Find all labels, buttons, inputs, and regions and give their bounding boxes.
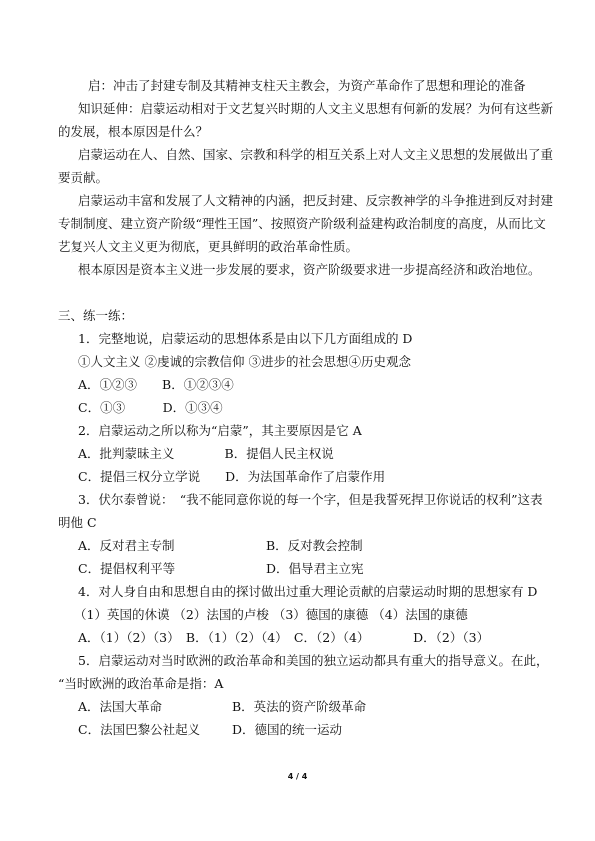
paragraph3: 根本原因是资本主义进一步发展的要求，资产阶级要求进一步提高经济和政治地位。 bbox=[78, 262, 541, 277]
question-2-options-ab: A．批判蒙昧主义 B．提倡人民主权说 bbox=[78, 446, 334, 461]
paragraph1-line1: 启蒙运动在人、自然、国家、宗教和科学的相互关系上对人文主义思想的发展做出了重 bbox=[78, 147, 554, 162]
page-number: 4 / 4 bbox=[287, 772, 308, 781]
question-5-stem-line2: “当时欧洲的政治革命是指：A bbox=[58, 676, 224, 691]
paragraph2-line2: 专制制度、建立资产阶级“理性王国”、按照资产阶级利益建构政治制度的高度，从而比文 bbox=[58, 216, 546, 231]
paragraph1-line2: 要贡献。 bbox=[58, 170, 109, 185]
question-1-items: ①人文主义 ②虔诚的宗教信仰 ③进步的社会思想④历史观念 bbox=[78, 354, 411, 369]
question-5-option-c: C．法国巴黎公社起义 bbox=[78, 722, 201, 737]
extension-question-line1: 知识延伸：启蒙运动相对于文艺复兴时期的人文主义思想有何新的发展？为何有这些新 bbox=[78, 101, 554, 116]
extension-question-line2: 的发展，根本原因是什么？ bbox=[58, 124, 209, 139]
question-3-option-a: A．反对君主专制 bbox=[78, 538, 175, 553]
question-3-option-d: D．倡导君主立宪 bbox=[266, 561, 364, 576]
question-4-items: （1）英国的休谟 （2）法国的卢梭 （3）德国的康德 （4）法国的康德 bbox=[74, 607, 468, 622]
question-1-options-cd: C．①③ D．①③④ bbox=[78, 400, 223, 415]
question-1-options-ab: A．①②③ B．①②③④ bbox=[78, 377, 234, 392]
paragraph2-line1: 启蒙运动丰富和发展了人文精神的内涵，把反封建、反宗教神学的斗争推进到反对封建 bbox=[78, 193, 554, 208]
answer-line: 启：冲击了封建专制及其精神支柱天主教会，为资产革命作了思想和理论的准备 bbox=[88, 78, 526, 93]
question-3-option-b: B．反对教会控制 bbox=[266, 538, 363, 553]
question-5-option-d: D．德国的统一运动 bbox=[232, 722, 343, 737]
question-3-stem-line1: 3．伏尔泰曾说： “我不能同意你说的每一个字，但是我誓死捍卫你说话的权利”这表 bbox=[78, 492, 543, 507]
question-3-option-c: C．提倡权利平等 bbox=[78, 561, 176, 576]
section-heading: 三、练一练： bbox=[58, 308, 134, 323]
question-4-options: A．（1）（2）（3） B．（1）（2）（4） C．（2）（4） D．（2）（3） bbox=[78, 630, 490, 645]
question-1-stem: 1．完整地说，启蒙运动的思想体系是由以下几方面组成的 D bbox=[78, 331, 413, 346]
question-5-stem-line1: 5．启蒙运动对当时欧洲的政治革命和美国的独立运动都具有重大的指导意义。在此， bbox=[78, 653, 549, 668]
question-4-stem: 4．对人身自由和思想自由的探讨做出过重大理论贡献的启蒙运动时期的思想家有 D bbox=[78, 584, 538, 599]
question-2-stem: 2．启蒙运动之所以称为“启蒙”，其主要原因是它 A bbox=[78, 423, 362, 438]
question-5-option-a: A．法国大革命 bbox=[78, 699, 163, 714]
question-3-stem-line2: 明他 C bbox=[58, 515, 97, 530]
question-5-option-b: B．英法的资产阶级革命 bbox=[232, 699, 367, 714]
paragraph2-line3: 艺复兴人文主义更为彻底，更具鲜明的政治革命性质。 bbox=[58, 239, 359, 254]
question-2-options-cd: C．提倡三权分立学说 D．为法国革命作了启蒙作用 bbox=[78, 469, 386, 484]
